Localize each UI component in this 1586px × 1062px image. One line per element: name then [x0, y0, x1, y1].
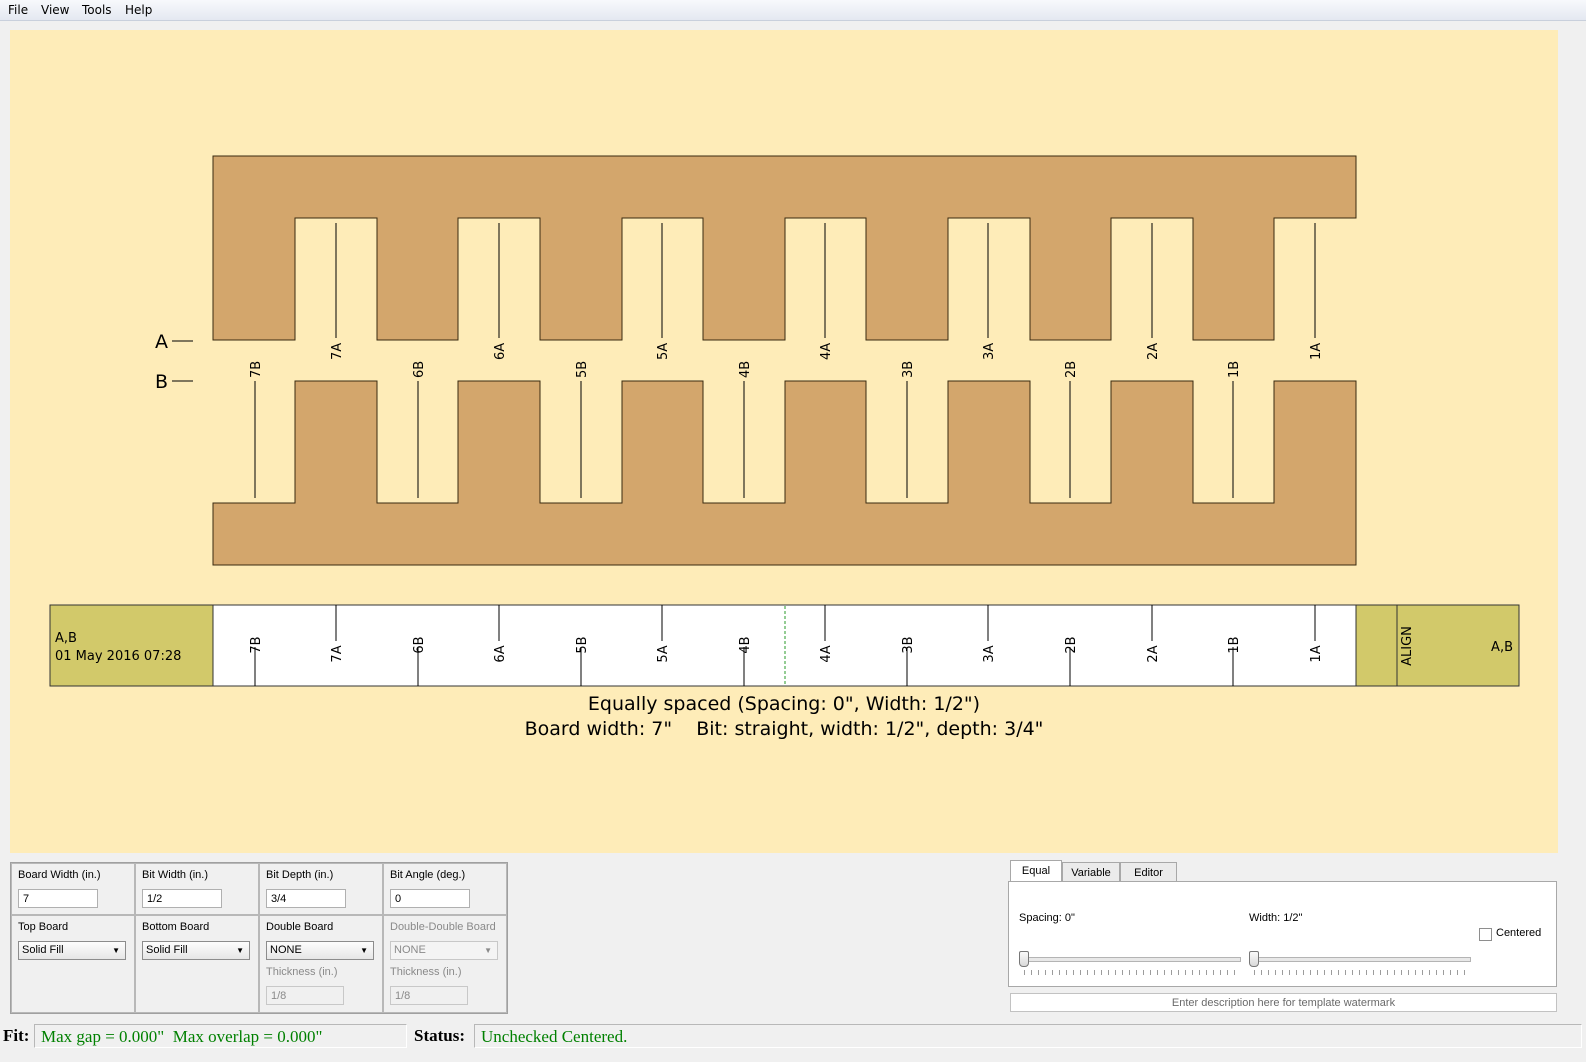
- cut-label-2b: 2B: [1064, 360, 1079, 378]
- template-label-7a: 7A: [330, 645, 345, 663]
- spacing-slider-track[interactable]: [1021, 957, 1241, 962]
- menu-view[interactable]: View: [41, 3, 70, 17]
- double-thickness-input: 1/8: [266, 986, 344, 1005]
- cut-label-1a: 1A: [1309, 342, 1324, 360]
- status-label: Status:: [414, 1026, 466, 1045]
- cut-label-6a: 6A: [493, 342, 508, 360]
- centered-checkbox[interactable]: [1479, 928, 1492, 941]
- centered-label: Centered: [1496, 927, 1542, 939]
- menu-file[interactable]: File: [8, 3, 29, 17]
- top-board-a: [213, 156, 1356, 340]
- cut-label-5a: 5A: [656, 342, 671, 360]
- template-left-line1: A,B: [55, 631, 77, 646]
- double-double-board-select: [390, 941, 498, 960]
- board-b-marker: B: [155, 371, 169, 393]
- cut-label-5b: 5B: [575, 360, 590, 378]
- width-slider-thumb[interactable]: [1249, 951, 1259, 967]
- cut-label-3b: 3B: [901, 360, 916, 378]
- fit-value: Max gap = 0.000" Max overlap = 0.000": [34, 1024, 407, 1048]
- fit-label: Fit:: [3, 1026, 30, 1045]
- top-board-label: Top Board: [18, 921, 69, 933]
- bottom-board-value: Solid Fill: [146, 944, 188, 956]
- double-thickness-label: Thickness (in.): [266, 966, 338, 978]
- dd-thickness-label: Thickness (in.): [390, 966, 462, 978]
- cut-label-2a: 2A: [1146, 342, 1161, 360]
- spacing-slider-thumb[interactable]: [1019, 951, 1029, 967]
- spacing-slider-label: Spacing: 0": [1019, 912, 1075, 924]
- template-label-1b: 1B: [1227, 636, 1242, 654]
- bit-depth-cell: [259, 863, 383, 915]
- width-slider-track[interactable]: [1251, 957, 1471, 962]
- template-left-line2: 01 May 2016 07:28: [55, 649, 182, 664]
- template-label-4a: 4A: [819, 645, 834, 663]
- equal-tab-panel: [1008, 881, 1557, 987]
- template-label-6b: 6B: [412, 636, 427, 654]
- menu-bar: [0, 0, 1586, 21]
- bit-depth-label: Bit Depth (in.): [266, 869, 334, 881]
- top-cut-lines: [336, 223, 1315, 338]
- drawing-canvas: [10, 30, 1558, 853]
- tab-variable[interactable]: Variable: [1062, 862, 1120, 882]
- template-label-7b: 7B: [249, 636, 264, 654]
- bit-angle-label: Bit Angle (deg.): [390, 869, 466, 881]
- cut-label-3a: 3A: [982, 342, 997, 360]
- cut-label-7a: 7A: [330, 342, 345, 360]
- chevron-down-icon: ▼: [484, 946, 492, 955]
- bit-width-cell: [135, 863, 259, 915]
- template-align-label: ALIGN: [1400, 626, 1415, 666]
- board-width-cell: [11, 863, 135, 915]
- double-double-board-value: NONE: [394, 944, 426, 956]
- bottom-board-cell: [135, 915, 259, 1013]
- cut-label-4a: 4A: [819, 342, 834, 360]
- tab-editor[interactable]: Editor: [1120, 862, 1177, 882]
- dd-thickness-input: 1/8: [390, 986, 468, 1005]
- width-slider-ticks: [1254, 970, 1469, 975]
- chevron-down-icon: ▼: [236, 946, 244, 955]
- template-label-5a: 5A: [656, 645, 671, 663]
- double-double-board-cell: [383, 915, 507, 1013]
- spacing-slider-ticks: [1024, 970, 1239, 975]
- spacing-tabs: [1008, 860, 1558, 1012]
- template-right-label: A,B: [1491, 640, 1513, 655]
- bottom-cut-lines: [255, 381, 1233, 498]
- spacing-description: Equally spaced (Spacing: 0", Width: 1/2"): [587, 693, 981, 715]
- top-board-cell: [11, 915, 135, 1013]
- bit-depth-input[interactable]: 3/4: [266, 889, 346, 908]
- watermark-description-input[interactable]: Enter description here for template watermark: [1010, 993, 1557, 1012]
- width-slider-label: Width: 1/2": [1249, 912, 1303, 924]
- status-bar: [0, 1024, 1586, 1050]
- board-description: Board width: 7" Bit: straight, width: 1/2", depth: 3/4": [524, 718, 1044, 740]
- template-label-4b: 4B: [738, 636, 753, 654]
- board-a-marker: A: [155, 331, 168, 353]
- parameters-panel: [10, 862, 508, 1014]
- template-label-1a: 1A: [1309, 645, 1324, 663]
- status-value: Unchecked Centered.: [474, 1024, 1582, 1048]
- double-board-cell: [259, 915, 383, 1013]
- cut-label-1b: 1B: [1227, 360, 1242, 378]
- bit-angle-input[interactable]: 0: [390, 889, 470, 908]
- bottom-board-b: [213, 381, 1356, 565]
- double-board-value: NONE: [270, 944, 302, 956]
- template-strip: [50, 605, 1519, 686]
- cut-label-7b: 7B: [249, 360, 264, 378]
- bit-width-input[interactable]: 1/2: [142, 889, 222, 908]
- template-label-3a: 3A: [982, 645, 997, 663]
- top-board-select[interactable]: [18, 941, 126, 960]
- double-double-board-label: Double-Double Board: [390, 921, 496, 933]
- template-label-2a: 2A: [1146, 645, 1161, 663]
- bottom-board-select[interactable]: [142, 941, 250, 960]
- template-label-2b: 2B: [1064, 636, 1079, 654]
- menu-help[interactable]: Help: [125, 3, 153, 17]
- menu-tools[interactable]: Tools: [82, 3, 112, 17]
- bit-width-label: Bit Width (in.): [142, 869, 209, 881]
- double-board-select[interactable]: [266, 941, 374, 960]
- chevron-down-icon: ▼: [112, 946, 120, 955]
- cut-label-4b: 4B: [738, 360, 753, 378]
- board-width-input[interactable]: 7: [18, 889, 98, 908]
- bit-angle-cell: [383, 863, 507, 915]
- template-label-3b: 3B: [901, 636, 916, 654]
- cut-label-6b: 6B: [412, 360, 427, 378]
- chevron-down-icon: ▼: [360, 946, 368, 955]
- tab-equal[interactable]: Equal: [1010, 860, 1062, 882]
- double-board-label: Double Board: [266, 921, 334, 933]
- bottom-board-label: Bottom Board: [142, 921, 210, 933]
- template-label-5b: 5B: [575, 636, 590, 654]
- board-diagram: [10, 30, 1558, 853]
- board-width-label: Board Width (in.): [18, 869, 101, 881]
- top-board-value: Solid Fill: [22, 944, 64, 956]
- template-label-6a: 6A: [493, 645, 508, 663]
